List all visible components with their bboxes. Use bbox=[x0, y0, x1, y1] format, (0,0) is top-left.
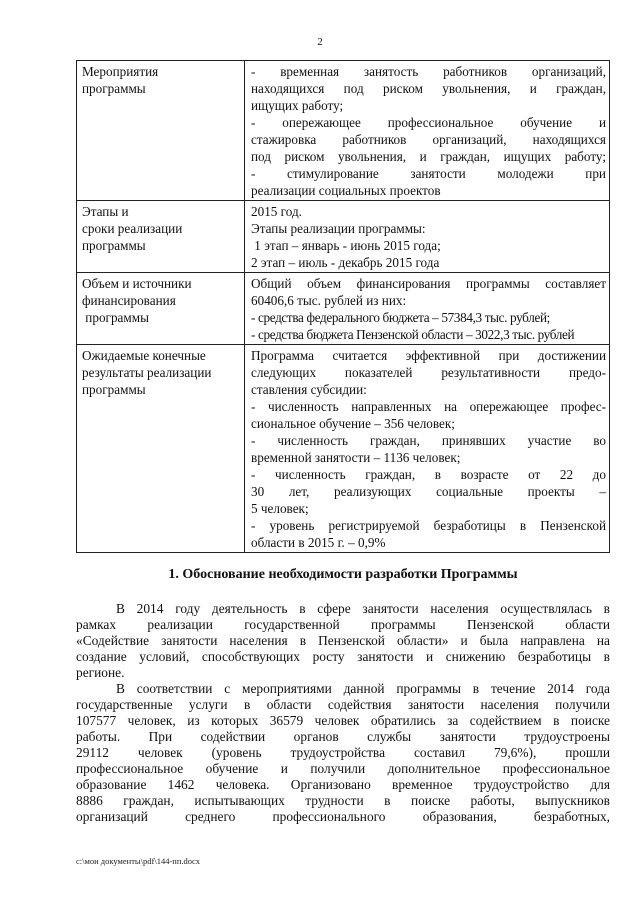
paragraph-2 bbox=[76, 681, 610, 825]
content-line: - численность направленных на опережающее профес- bbox=[251, 399, 606, 414]
content-line: реализации социальных проектов bbox=[251, 183, 441, 198]
content-line: - численность граждан, в возрасте от 22 до bbox=[251, 467, 606, 482]
paragraph-line: образование 1462 человека. Организовано временное трудоустройство для bbox=[76, 777, 610, 792]
row-content bbox=[245, 201, 610, 273]
content-line: Программа считается эффективной при достижении bbox=[251, 348, 606, 363]
table-row bbox=[77, 61, 610, 201]
content-line: под риском увольнения, и граждан, ищущих работу; bbox=[251, 149, 606, 164]
paragraph-line: В соответствии с мероприятиями данной программы в течение 2014 года bbox=[116, 681, 610, 696]
table-row bbox=[77, 201, 610, 273]
paragraph-line: В 2014 году деятельность в сфере занятости населения осуществлялась в bbox=[116, 601, 610, 616]
content-line: сиональное обучение – 356 человек; bbox=[251, 416, 455, 431]
content-line: следующих показателей результативности предо- bbox=[251, 365, 606, 380]
table-row bbox=[77, 273, 610, 345]
content-line: - опережающее профессиональное обучение и bbox=[251, 115, 606, 130]
row-label bbox=[77, 273, 245, 345]
content-line: 2015 год. bbox=[251, 204, 302, 219]
paragraph-line: организаций среднего профессионального образования, безработных, bbox=[76, 809, 610, 824]
label-line: финансирования bbox=[82, 293, 176, 308]
content-line: 1 этап – январь - июнь 2015 года; bbox=[251, 238, 441, 253]
content-line: 60406,6 тыс. рублей из них: bbox=[251, 293, 407, 308]
content-line: - средства федерального бюджета – 57384,3 тыс. рублей; bbox=[251, 310, 550, 325]
paragraph-line: создание условий, способствующих росту занятости и снижению безработицы в bbox=[76, 649, 610, 664]
section-body bbox=[76, 601, 610, 825]
paragraph-line: «Содействие занятости населения в Пензенской области» и была направлена на bbox=[76, 633, 610, 648]
content-line: - численность граждан, принявших участие во bbox=[251, 433, 606, 448]
label-line: Мероприятия bbox=[82, 64, 159, 79]
paragraph-line: 8886 граждан, испытывающих трудности в поиске работы, выпускников bbox=[76, 793, 610, 808]
content-line: ищущих работу; bbox=[251, 98, 344, 113]
content-line: - средства бюджета Пензенской области – 3022,3 тыс. рублей bbox=[251, 327, 575, 342]
content-line: временной занятости – 1136 человек; bbox=[251, 450, 461, 465]
section-title: 1. Обоснование необходимости разработки Программы bbox=[168, 567, 518, 582]
content-line: 30 лет, реализующих социальные проекты – bbox=[251, 484, 606, 499]
content-line: ставления субсидии: bbox=[251, 382, 367, 397]
file-path-footer: c:\мои документы\pdf\144-пп.docx bbox=[76, 856, 201, 866]
label-line: программы bbox=[82, 238, 146, 253]
content-line: - уровень регистрируемой безработицы в Пензенской bbox=[251, 518, 606, 533]
row-label bbox=[77, 201, 245, 273]
paragraph-line: профессиональное обучение и получили дополнительное профессиональное bbox=[76, 761, 610, 776]
content-line: находящихся под риском увольнения, и граждан, bbox=[251, 81, 606, 96]
paragraph-line: 107577 человек, из которых 36579 человек обратились за содействием в поиске bbox=[76, 713, 610, 728]
label-line: программы bbox=[82, 81, 146, 96]
label-line: программы bbox=[82, 310, 149, 325]
paragraph-line: работы. При содействии органов службы занятости трудоустроены bbox=[76, 729, 610, 744]
content-line: стажировка работников организаций, находящихся bbox=[251, 132, 606, 147]
program-passport-table bbox=[76, 60, 610, 553]
content-line: - временная занятость работников организаций, bbox=[251, 64, 606, 79]
paragraph-1 bbox=[76, 601, 610, 681]
content-line: Этапы реализации программы: bbox=[251, 221, 426, 236]
content-line: - стимулирование занятости молодежи при bbox=[251, 166, 606, 181]
row-content bbox=[245, 273, 610, 345]
paragraph-line: регионе. bbox=[76, 665, 125, 680]
table-row bbox=[77, 345, 610, 553]
row-label bbox=[77, 345, 245, 553]
paragraph-line: рамках реализации государственной программы Пензенской области bbox=[76, 617, 610, 632]
label-line: сроки реализации bbox=[82, 221, 183, 236]
page-number: 2 bbox=[317, 36, 323, 48]
content-line: 2 этап – июль - декабрь 2015 года bbox=[251, 255, 440, 270]
label-line: Объем и источники bbox=[82, 276, 192, 291]
content-line: области в 2015 г. – 0,9% bbox=[251, 535, 386, 550]
label-line: результаты реализации bbox=[82, 365, 212, 380]
row-label bbox=[77, 61, 245, 201]
content-line: 5 человек; bbox=[251, 501, 309, 516]
paragraph-line: государственные услуги в области содействия занятости населения получили bbox=[76, 697, 610, 712]
row-content bbox=[245, 61, 610, 201]
row-content bbox=[245, 345, 610, 553]
content-line: Общий объем финансирования программы составляет bbox=[251, 276, 606, 291]
label-line: Ожидаемые конечные bbox=[82, 348, 206, 363]
paragraph-line: 29112 человек (уровень трудоустройства составил 79,6%), прошли bbox=[76, 745, 610, 760]
label-line: программы bbox=[82, 382, 146, 397]
label-line: Этапы и bbox=[82, 204, 129, 219]
